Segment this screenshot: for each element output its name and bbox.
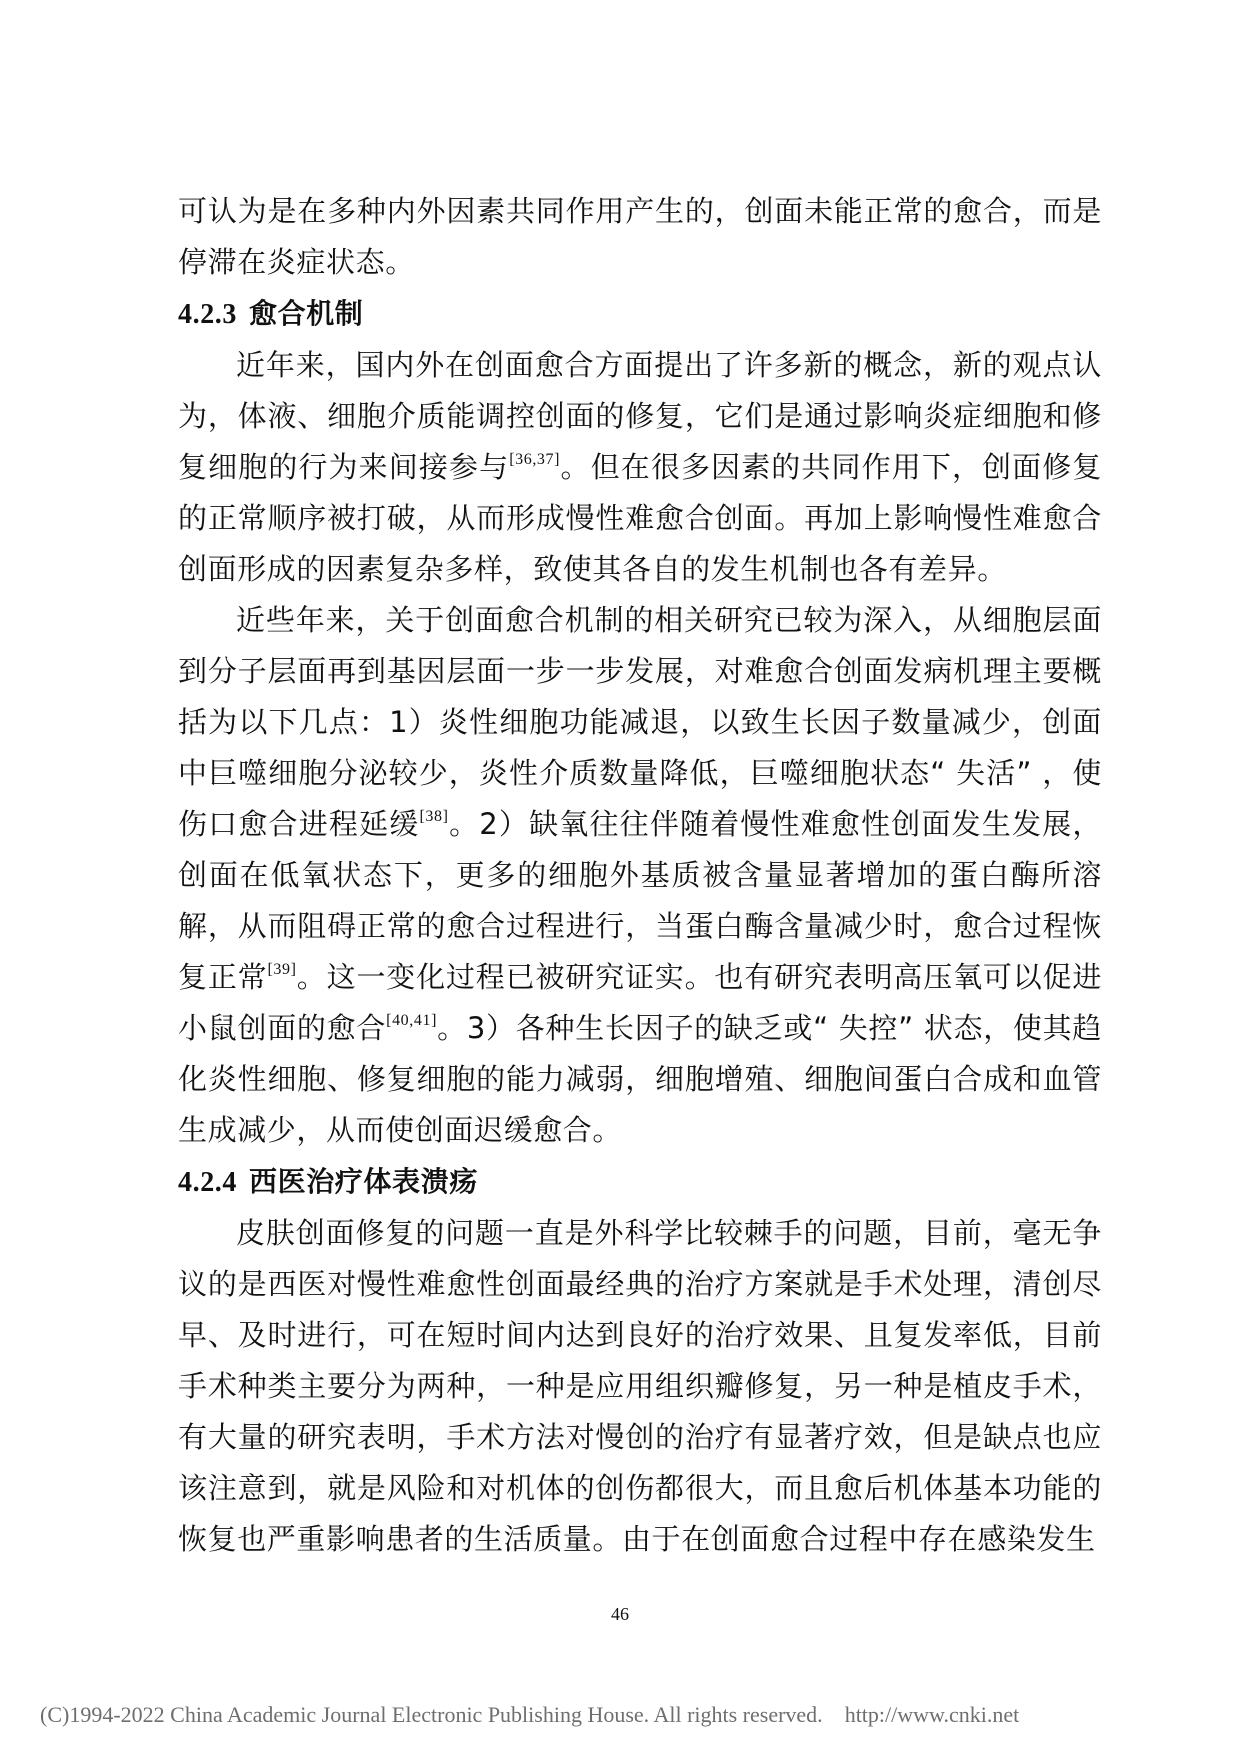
footer-url: http://www.cnki.net: [844, 1702, 1020, 1727]
body-text: [178, 186, 1102, 1565]
section-heading-western-treatment: [178, 1156, 1102, 1208]
page-number: 46: [611, 1604, 629, 1624]
section-title: 西医治疗体表溃疡: [249, 1165, 478, 1198]
citation-ref: [39]: [267, 961, 297, 979]
paragraph-continuation: [178, 186, 1102, 288]
paragraph-text: 近年来，国内外在创面愈合方面提出了许多新的概念，新的观点认为，体液、细胞介质能调控创面的修复，它们是通过影响炎症细胞和修复细胞的行为来间接参与: [178, 348, 1102, 484]
paragraph-text: 。2）缺氧往往伴随着慢性难愈性创面发生发展，创面在低氧状态下，更多的细胞外基质被含量显著增加的蛋白酶所溶解，从而阻碍正常的愈合过程进行，当蛋白酶含量减少时，愈合过程恢复正常: [178, 807, 1102, 994]
paragraph-mechanism-research: [178, 595, 1102, 1156]
section-heading-healing-mechanism: [178, 288, 1102, 340]
paragraph-surgery: [178, 1208, 1102, 1565]
section-number: 4.2.3: [178, 299, 237, 330]
paragraph-text: 。3）各种生长因子的缺乏或“ 失控” 状态，使其趋化炎性细胞、修复细胞的能力减弱，细胞增殖、细胞间蛋白合成和血管生成减少，从而使创面迟缓愈合。: [178, 1011, 1103, 1147]
copyright-text: (C)1994-2022 China Academic Journal Electronic Publishing House. All rights reserved.: [40, 1702, 823, 1727]
copyright-footer: [40, 1702, 1220, 1728]
paragraph-new-concepts: [178, 340, 1102, 595]
paragraph-text: 皮肤创面修复的问题一直是外科学比较棘手的问题，目前，毫无争议的是西医对慢性难愈性创面最经典的治疗方案就是手术处理，清创尽早、及时进行，可在短时间内达到良好的治疗效果、且复发率低，目前手术种类主要分为两种，一种是应用组织瓣修复，另一种是植皮手术，有大量的研究表明，手术方法对慢创的治疗有显著疗效，但是缺点也应该注意到，就是风险和对机体的创伤都很大，而且愈后机体基本功能的恢复也严重影响患者的生活质量。由于在创面愈合过程中存在感染发生: [178, 1216, 1102, 1556]
paragraph-text: 。这一变化过程已被研究证实。也有研究表明高压氧可以促进小鼠创面的愈合: [178, 960, 1102, 1045]
citation-ref: [38]: [419, 808, 449, 826]
paragraph-text: 可认为是在多种内外因素共同作用产生的，创面未能正常的愈合，而是停滞在炎症状态。: [178, 194, 1102, 279]
paragraph-text: 近些年来，关于创面愈合机制的相关研究已较为深入，从细胞层面到分子层面再到基因层面一步一步发展，对难愈合创面发病机理主要概括为以下几点：1）炎性细胞功能减退，以致生长因子数量减少，创面中巨噬细胞分泌较少，炎性介质数量降低，巨噬细胞状态“ 失活” ，使伤口愈合进程延缓: [178, 603, 1102, 841]
citation-ref: [36,37]: [509, 451, 561, 469]
paragraph-text: 。但在很多因素的共同作用下，创面修复的正常顺序被打破，从而形成慢性难愈合创面。再加上影响慢性难愈合创面形成的因素复杂多样，致使其各自的发生机制也各有差异。: [178, 450, 1102, 586]
section-number: 4.2.4: [178, 1167, 237, 1198]
section-title: 愈合机制: [249, 297, 364, 330]
citation-ref: [40,41]: [386, 1012, 437, 1030]
